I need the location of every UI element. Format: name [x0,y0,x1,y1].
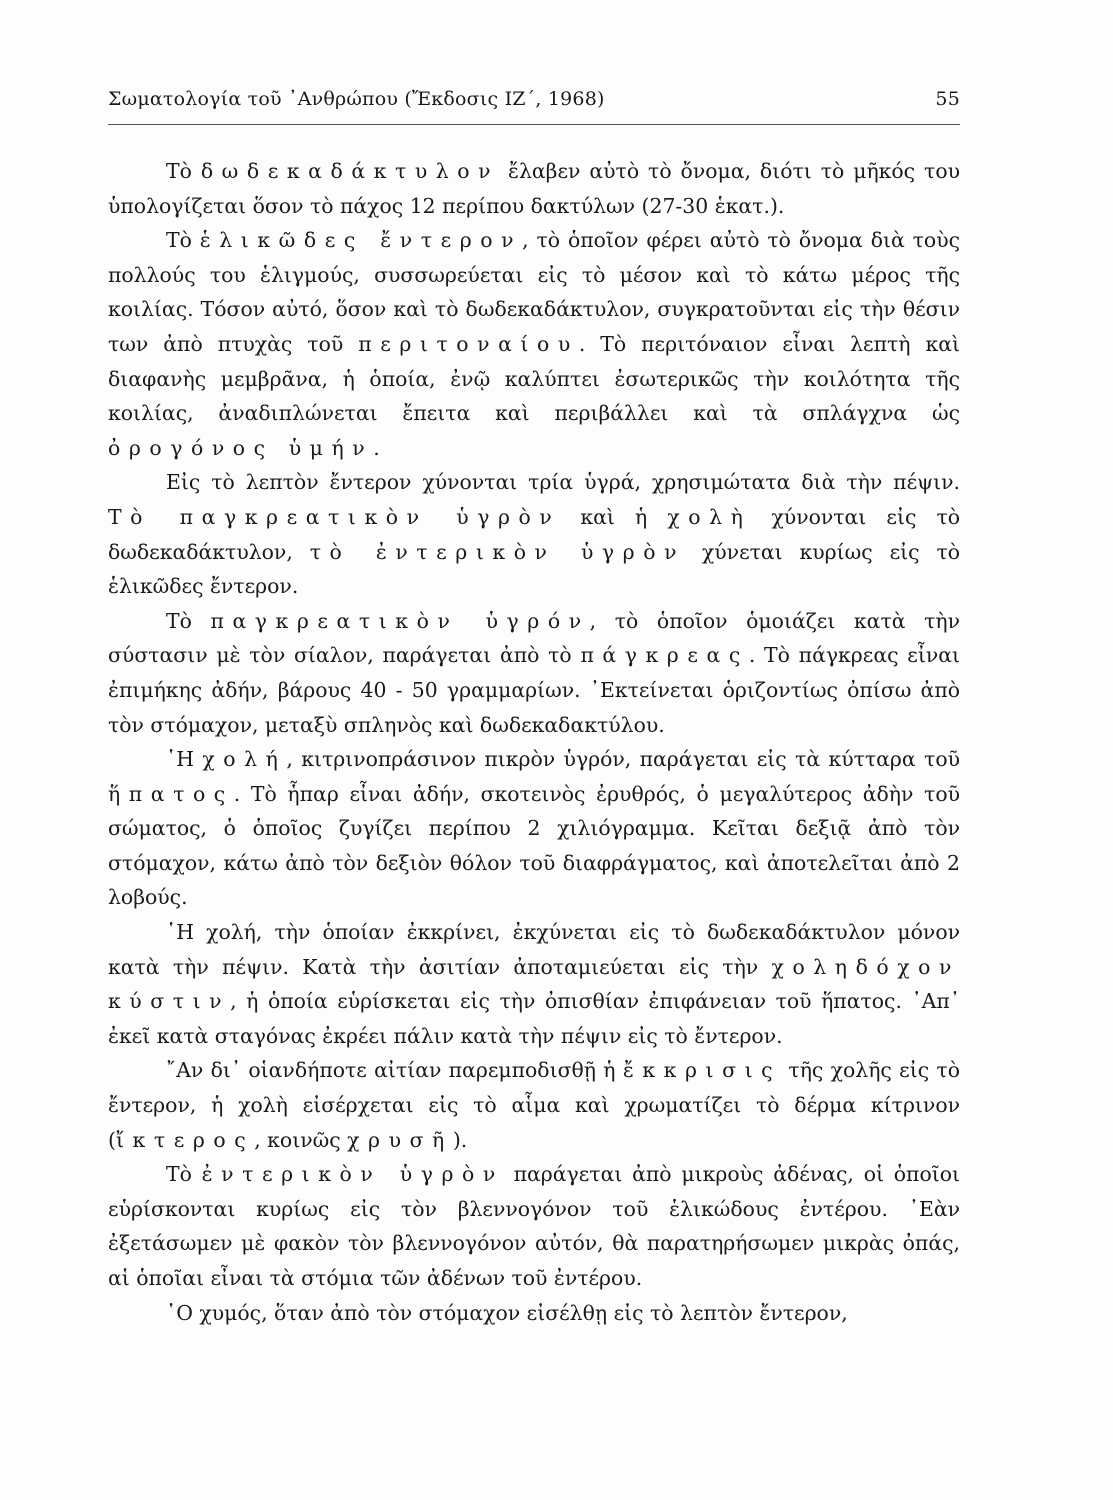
text-run: παράγεται ἀπὸ μικροὺς ἀδένας, οἱ ὁποῖοι εὑρίσκονται κυρίως εἰς τὸν βλεννογόνον τοῦ ἑλικώδους ἐντέρου. ᾿Εὰν ἐξετάσωμεν μὲ φακὸν τὸν βλεννογόνον αὐτόν, θὰ παρατηρήσωμεν μικρὰς ὀπάς, αἱ ὁποῖαι εἶναι τὰ στόμια τῶν ἀδένων τοῦ ἐντέρου. [108,1162,960,1290]
emphasized-term: ἴκτερος [115,1127,255,1152]
text-run: ἔλαβεν αὐτὸ τὸ ὄνομα, διότι τὸ μῆκός του ὑπολογίζεται ὅσον τὸ πάχος 12 περίπου δακτύλων (27-30 ἑκατ.). [108,159,960,218]
paragraph [108,604,960,742]
text-run: χύνεται κυρίως εἰς τὸ ἑλικῶδες ἔντερον. [108,539,960,599]
emphasized-term: Τὸ παγκρεατικὸν ὑγρὸν [108,504,561,529]
text-run: ). [452,1127,468,1152]
text-run: , τὸ ὁποῖον φέρει αὐτὸ τὸ ὄνομα διὰ τοὺς πολλούς του ἑλιγμούς, συσσωρεύεται εἰς τὸ μέσον καὶ τὸ κάτω μέρος τῆς κοιλίας. Τόσον αὐτό, ὅσον καὶ τὸ δωδεκαδάκτυλον, συγκρατοῦνται εἰς τὴν θέσιν των ἀπὸ πτυχὰς τοῦ [108,228,961,356]
emphasized-term: χολή [202,747,287,772]
emphasized-term: ἔκκρισις [622,1058,782,1083]
text-run: ῾Η [166,747,203,772]
emphasized-term: χοληδόχον κύστιν [108,954,960,1014]
text-run: χύνονται εἰς τὸ δωδεκαδάκτυλον, [108,504,961,564]
text-run: τῆς χολῆς εἰς τὸ ἔντερον, ἡ χολὴ εἰσέρχεται εἰς τὸ αἷμα καὶ χρωματίζει τὸ δέρμα κίτρινον ( [108,1058,960,1152]
text-run: καὶ ἡ [560,504,668,529]
emphasized-term: ἐντερικὸν ὑγρὸν [201,1162,504,1187]
emphasized-term: ἑλικῶδες ἔντερον [199,228,523,253]
emphasized-term: χολὴ [667,504,752,529]
text-run: ῾Ο χυμός, ὅταν ἀπὸ τὸν στόμαχον εἰσέλθῃ εἰς τὸ λεπτὸν ἔντερον, [166,1300,848,1325]
emphasized-term: χρυσῆ [347,1127,453,1152]
emphasized-term: ἥπατος [108,781,234,806]
paragraph [108,915,960,1053]
text-run: ῎Αν δι᾿ οἱανδήποτε αἰτίαν παρεμποδισθῇ ἡ [166,1058,623,1083]
text-run: Τὸ [166,1162,202,1187]
emphasized-term: δωδεκαδάκτυλον [200,159,500,183]
paragraph [108,1053,960,1157]
paragraph [108,154,960,223]
body-text [108,154,960,1330]
paragraph [108,223,960,465]
text-run: , κοινῶς [254,1127,348,1152]
text-run: . Τὸ ἧπαρ εἶναι ἀδήν, σκοτεινὸς ἐρυθρός, ὁ μεγαλύτερος ἀδὴν τοῦ σώματος, ὁ ὁποῖος ζυγίζει περίπου 2 χιλιόγραμμα. Κεῖται δεξιᾷ ἀπὸ τὸν στόμαχον, κάτω ἀπὸ τὸν δεξιὸν θόλον τοῦ διαφράγματος, καὶ ἀποτελεῖται ἀπὸ 2 λοβούς. [108,781,960,910]
paragraph [108,742,960,915]
header-rule [108,124,960,125]
page-number: 55 [935,88,960,110]
emphasized-term: τὸ ἐντερικὸν ὑγρὸν [309,539,686,564]
text-run: Τὸ [166,228,200,253]
paragraph [108,465,960,603]
text-run: , ἡ ὁποία εὑρίσκεται εἰς τὴν ὀπισθίαν ἐπιφάνειαν τοῦ ἥπατος. ᾿Απ᾿ ἐκεῖ κατὰ σταγόνας ἐκρέει πάλιν κατὰ τὴν πέψιν εἰς τὸ ἔντερον. [108,989,960,1048]
text-run: Εἰς τὸ λεπτὸν ἔντερον χύνονται τρία ὑγρά, χρησιμώτατα διὰ τὴν πέψιν. [166,470,960,495]
emphasized-term: περιτοναίου [358,331,579,356]
text-run: , κιτρινοπράσινον πικρὸν ὑγρόν, παράγεται εἰς τὰ κύτταρα τοῦ [286,747,960,772]
emphasized-term: πάγκρεας [580,643,749,668]
emphasized-term: ὀρογόνος ὑμήν [108,435,374,460]
text-run: ῾Η χολή, τὴν ὁποίαν ἐκκρίνει, ἐκχύνεται εἰς τὸ δωδεκαδάκτυλον μόνον κατὰ τὴν πέψιν. Κατὰ τὴν ἀσιτίαν ἀποταμιεύεται εἰς τὴν [108,920,960,979]
running-head-title: Σωματολογία τοῦ ᾿Ανθρώπου (Ἔκδοσις ΙΖ΄, 1968) [108,88,605,110]
paragraph [108,1296,960,1331]
emphasized-term: παγκρεατικὸν ὑγρόν [210,608,590,633]
text-run: , τὸ ὁποῖον ὁμοιάζει κατὰ τὴν σύστασιν μὲ τὸν σίαλον, παράγεται ἀπὸ τὸ [108,608,960,668]
text-run: . Τὸ περιτόναιον εἶναι λεπτὴ καὶ διαφανὴς μεμβρᾶνα, ἡ ὁποία, ἐνῷ καλύπτει ἐσωτερικῶς τὴν κοιλότητα τῆς κοιλίας, ἀναδιπλώνεται ἔπειτα καὶ περιβάλλει καὶ τὰ σπλάγχνα ὡς [108,331,960,426]
text-run: Τὸ [166,159,201,183]
paragraph [108,1157,960,1295]
text-run: Τὸ [166,608,211,633]
text-run: . Τὸ πάγκρεας εἶναι ἐπιμήκης ἀδήν, βάρους 40 - 50 γραμμαρίων. ᾿Εκτείνεται ὁριζοντίως ὀπίσω ἀπὸ τὸν στόμαχον, μεταξὺ σπληνὸς καὶ δωδεκαδακτύλου. [108,643,960,737]
running-head [108,88,960,118]
text-run: . [373,435,380,460]
